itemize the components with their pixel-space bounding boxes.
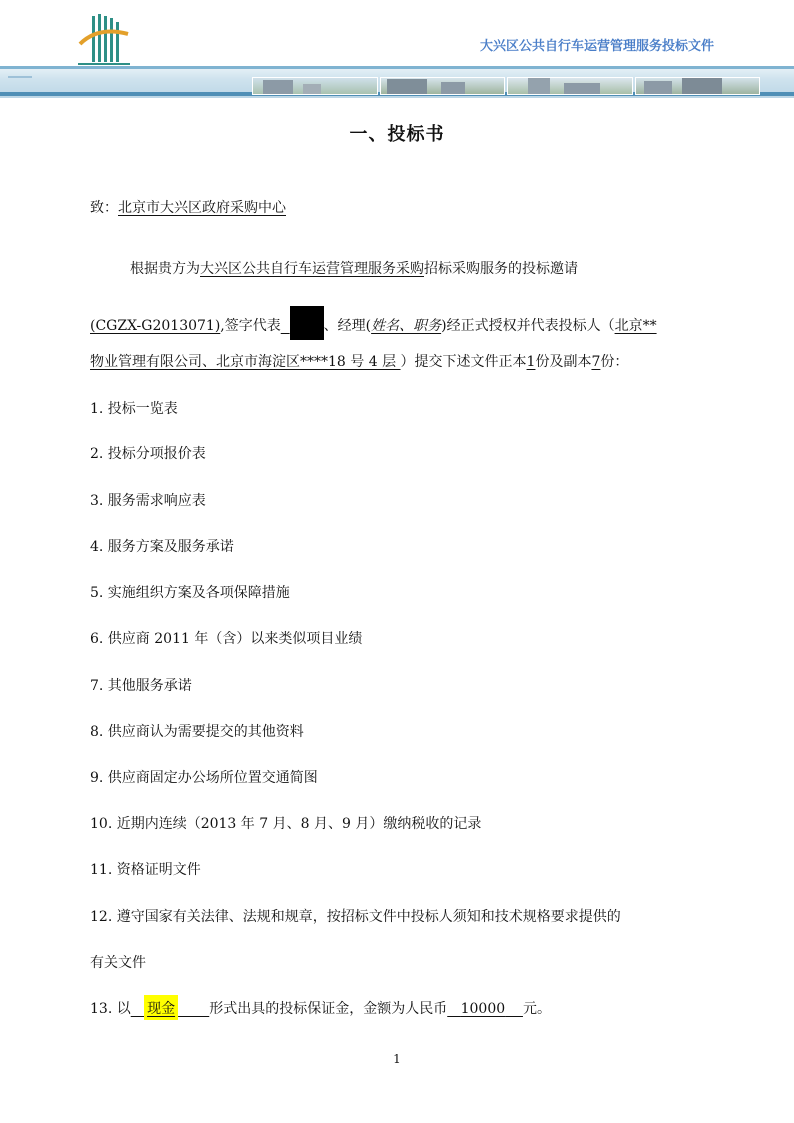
original-count: 1 (526, 354, 536, 370)
signatory-role: 姓名、职务 (371, 318, 442, 334)
project-name: 大兴区公共自行车运营管理服务采购 (200, 261, 424, 277)
bidder-name: 北京** (614, 318, 657, 334)
deposit-amount-value: 10000 (460, 1001, 506, 1017)
project-code: (CGZX-G2013071) (90, 318, 221, 334)
paragraph-text: 招标采购服务的投标邀请 (424, 261, 578, 277)
paragraph-line-1 (130, 259, 578, 279)
redacted-block (290, 306, 324, 340)
paragraph-line-3 (90, 352, 628, 372)
addressee-line (90, 198, 286, 218)
paragraph-text: ,签字代表 (220, 318, 281, 334)
list-item-continuation: 有关文件 (90, 955, 146, 971)
bidder-address: 物业管理有限公司、北京市海淀区****18 号 4 层 (90, 354, 401, 370)
list-item: 4. 服务方案及服务承诺 (90, 539, 234, 555)
list-item: 10. 近期内连续（2013 年 7 月、8 月、9 月）缴纳税收的记录 (90, 816, 482, 832)
header-photo-strip (252, 77, 760, 95)
signatory-blank (281, 318, 324, 334)
building-photo (635, 77, 761, 95)
paragraph-text: ）提交下述文件正本 (400, 354, 527, 370)
document-title: 一、投标书 (349, 124, 445, 145)
list-item-text: 形式出具的投标保证金，金额为人民币 (209, 1001, 448, 1017)
list-item: 7. 其他服务承诺 (90, 678, 192, 694)
header-title: 大兴区公共自行车运营管理服务投标文件 (479, 39, 714, 54)
list-item: 12. 遵守国家有关法律、法规和规章，按招标文件中投标人须知和技术规格要求提供的 (90, 909, 621, 925)
list-item: 2. 投标分项报价表 (90, 446, 206, 462)
addressee-name: 北京市大兴区政府采购中心 (118, 200, 286, 216)
list-item: 5. 实施组织方案及各项保障措施 (90, 585, 290, 601)
building-photo (380, 77, 506, 95)
list-item: 11. 资格证明文件 (90, 862, 201, 878)
paragraph-text: )经正式授权并代表投标人（ (441, 318, 615, 334)
building-photo (507, 77, 633, 95)
copy-count: 7 (591, 354, 601, 370)
paragraph-text: 根据贵方为 (130, 261, 200, 277)
logo-icon (78, 14, 130, 66)
addressee-label: 致： (90, 200, 118, 216)
paragraph-text: 份及副本 (535, 354, 592, 370)
deposit-amount (447, 1001, 523, 1017)
paragraph-text: 、经理( (323, 318, 372, 334)
list-item: 3. 服务需求响应表 (90, 493, 206, 509)
list-item-text: 13. 以 (90, 1001, 131, 1017)
deposit-method (131, 995, 210, 1020)
building-photo (252, 77, 378, 95)
deposit-method-value: 现金 (144, 995, 178, 1020)
paragraph-text: 份： (600, 354, 629, 370)
paragraph-line-2 (90, 306, 657, 340)
list-item-13 (90, 999, 551, 1019)
list-item: 8. 供应商认为需要提交的其他资料 (90, 724, 304, 740)
list-item-text: 元。 (522, 1001, 551, 1017)
list-item: 6. 供应商 2011 年（含）以来类似项目业绩 (90, 631, 363, 647)
list-item: 9. 供应商固定办公场所位置交通简图 (90, 770, 318, 786)
page-number: 1 (393, 1052, 401, 1066)
list-item: 1. 投标一览表 (90, 401, 178, 417)
